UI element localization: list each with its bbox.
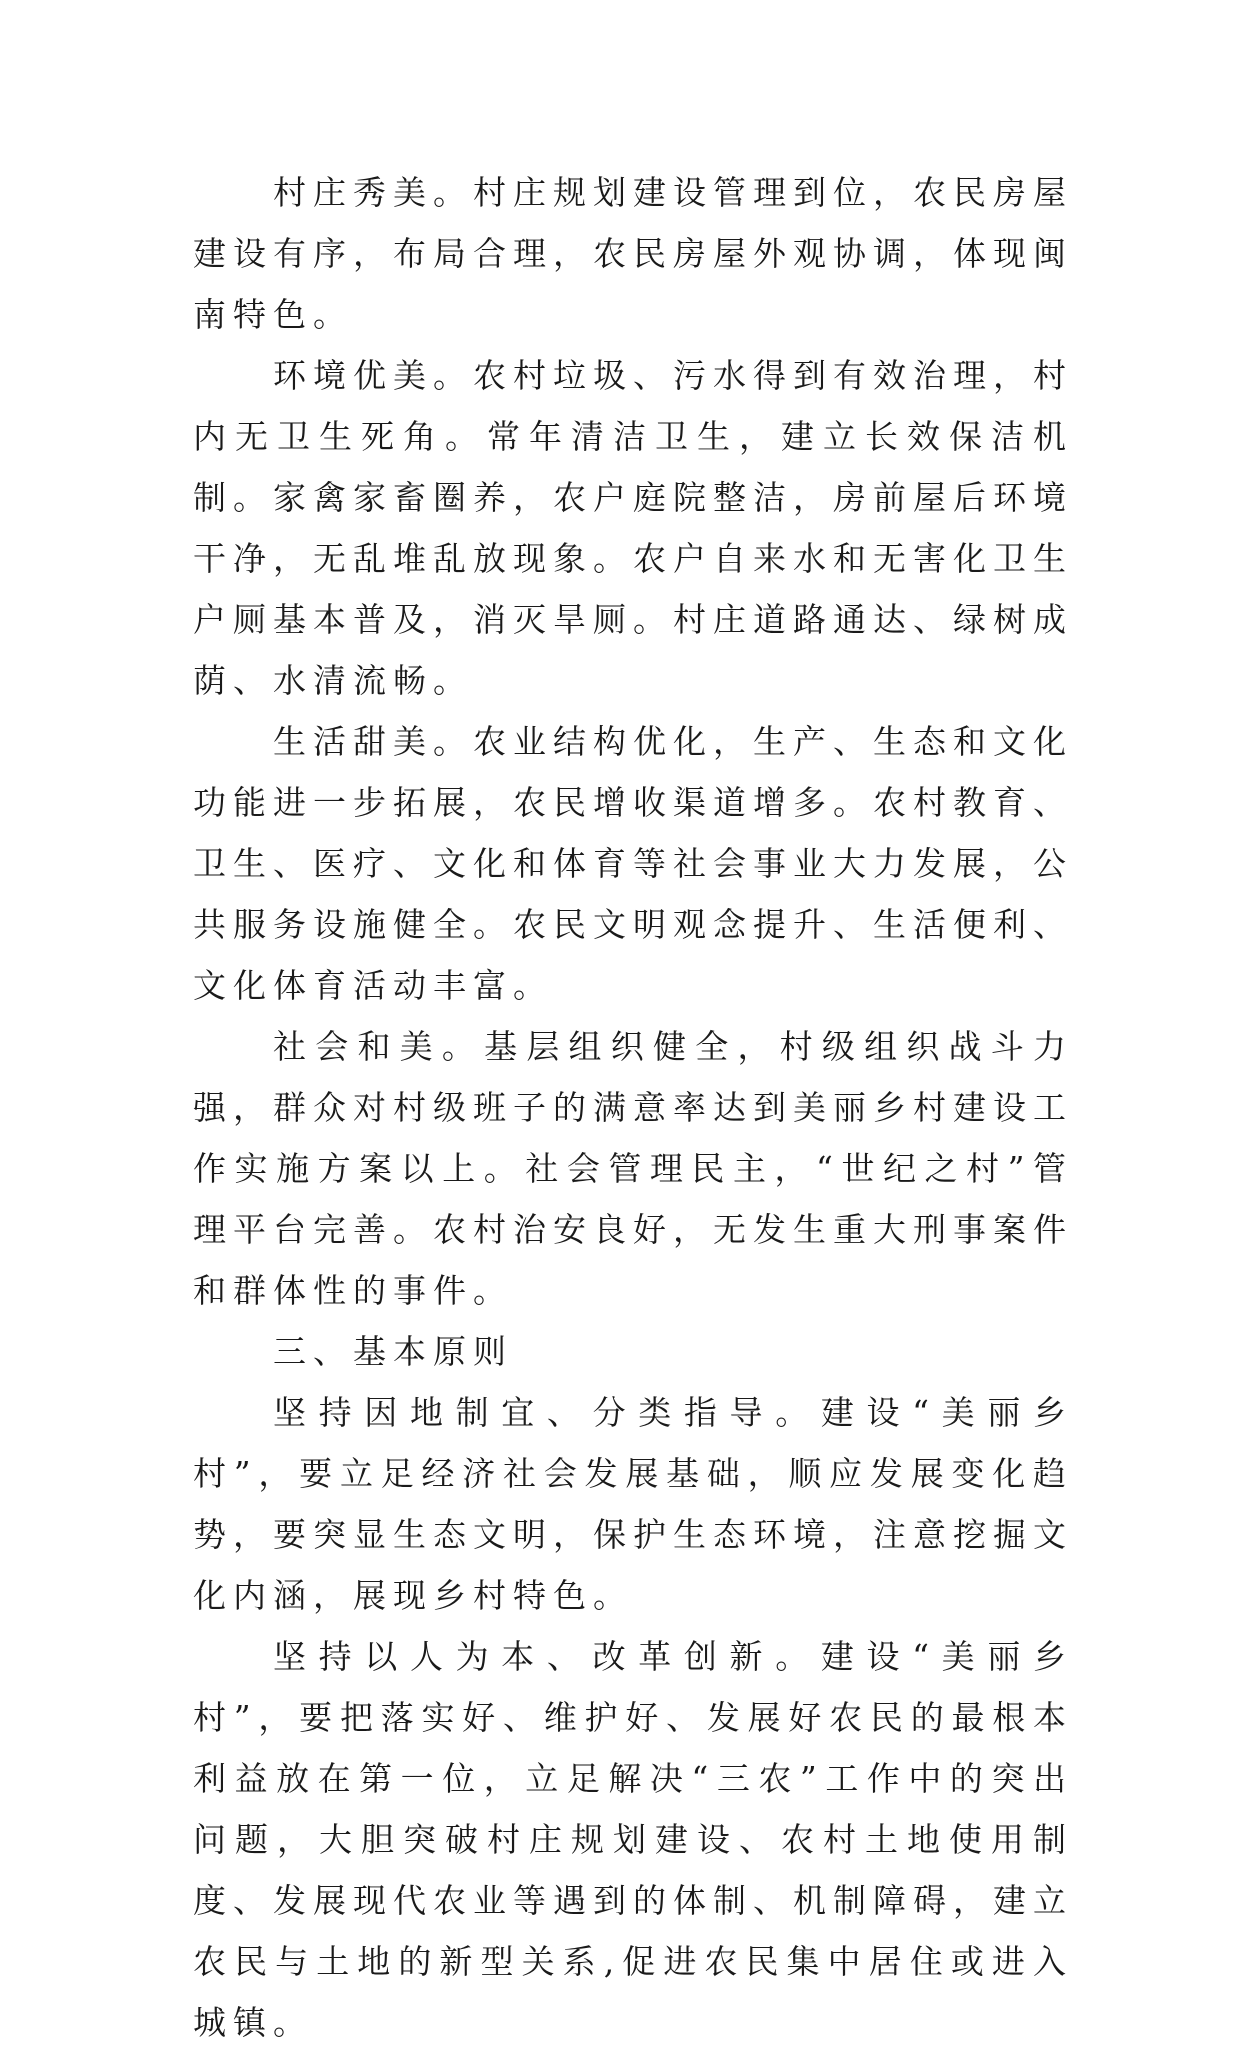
paragraph-principle-people-oriented: 坚持以人为本、改革创新。建设“美丽乡村”，要把落实好、维护好、发展好农民的最根本利益放在第一位，立足解决“三农”工作中的突出问题，大胆突破村庄规划建设、农村土地使用制度、发展现代农业等遇到的体制、机制障碍，建立农民与土地的新型关系,促进农民集中居住或进入城镇。 xyxy=(193,1637,1073,2042)
paragraph-principle-local-conditions: 坚持因地制宜、分类指导。建设“美丽乡村”，要立足经济社会发展基础，顺应发展变化趋势，要突显生态文明，保护生态环境，注意挖掘文化内涵，展现乡村特色。 xyxy=(193,1393,1073,1615)
document-body xyxy=(193,162,1073,2053)
paragraph-society-beauty: 社会和美。基层组织健全，村级组织战斗力强，群众对村级班子的满意率达到美丽乡村建设工作实施方案以上。社会管理民主，“世纪之村”管理平台完善。农村治安良好，无发生重大刑事案件和群体性的事件。 xyxy=(193,1027,1073,1310)
paragraph-village-beauty: 村庄秀美。村庄规划建设管理到位，农民房屋建设有序，布局合理，农民房屋外观协调，体现闽南特色。 xyxy=(193,173,1073,334)
section-heading-basic-principles: 三、基本原则 xyxy=(273,1332,513,1371)
paragraph-environment-beauty: 环境优美。农村垃圾、污水得到有效治理，村内无卫生死角。常年清洁卫生，建立长效保洁机制。家禽家畜圈养，农户庭院整洁，房前屋后环境干净，无乱堆乱放现象。农户自来水和无害化卫生户厕基本普及，消灭旱厕。村庄道路通达、绿树成荫、水清流畅。 xyxy=(193,356,1073,700)
paragraph-life-beauty: 生活甜美。农业结构优化，生产、生态和文化功能进一步拓展，农民增收渠道增多。农村教育、卫生、医疗、文化和体育等社会事业大力发展，公共服务设施健全。农民文明观念提升、生活便利、文化体育活动丰富。 xyxy=(193,722,1073,1005)
